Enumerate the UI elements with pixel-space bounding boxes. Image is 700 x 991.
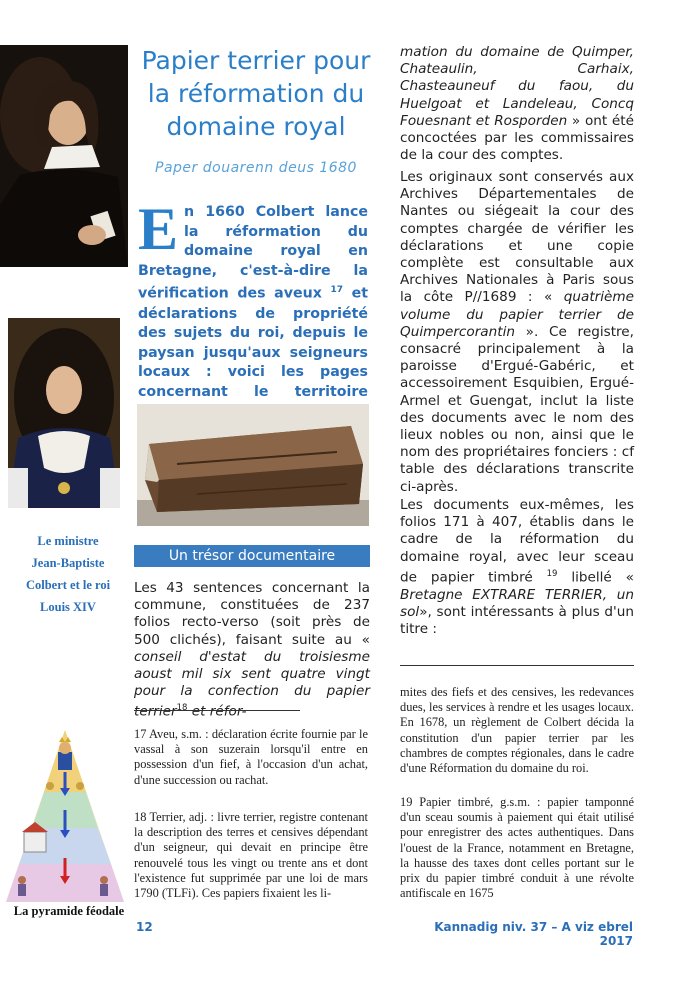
portrait-caption: [8, 530, 128, 618]
footnote-17: 17 Aveu, s.m. : déclaration écrite fournie par le vassal à son suzerain lorsqu'il entre en possession d'un fief, à l'occasion d'un achat, d'une succession ou rachat.: [134, 727, 368, 787]
body-quote: et réfor-: [187, 703, 247, 720]
body-text: Les 43 sentences concernant la commune, constituées de 237 folios recto-verso (soit près de 500 clichés), faisant suite au «: [134, 580, 370, 648]
page-number: 12: [136, 920, 153, 934]
colbert-portrait: [0, 45, 128, 267]
feudal-pyramid-illustration: [4, 728, 126, 904]
body-quote: conseil d'estat du troisiesme aoust mil six sent quatre vingt pour la confection du papier terrier: [134, 648, 370, 720]
body-text: ». Ce registre, consacré principalement à la paroisse d'Ergué-Gabéric, et accessoirement Esquibien, Ergué-Armel et Guengat, inclut la liste des documents avec le nom des lieux nobles ou non, ainsi que le nom des propriétaires fonciers : cf table des déclarations transcrite ci-après.: [400, 323, 634, 495]
portrait-caption-line: Louis XIV: [40, 600, 96, 614]
body-text: Les documents eux-mêmes, les folios 171 à 407, établis dans le cadre de la réformation du domaine royal, avec leur sceau de papier timbré: [400, 497, 634, 586]
body-paragraph: [134, 580, 370, 721]
portrait-caption-line: Colbert et le roi: [25, 578, 111, 592]
footnote-19: 19 Papier timbré, g.s.m. : papier tamponné d'un sceau soumis à paiement qui était utilisé pour enregistrer des actes authentiques. Dans l'ouest de la France, notamment en Bretagne, la hausse des taxes dont celles portant sur le prix du papier timbré conduit à une révolte antifiscale en 1675: [400, 795, 634, 901]
article-subtitle: Paper douarenn deus 1680: [155, 160, 357, 176]
body-text: » ont été concoctées par les commissaires de la cour des comptes.: [400, 112, 634, 164]
louis-xiv-portrait: [8, 318, 120, 508]
drop-cap: E: [138, 196, 179, 262]
section-heading: Un trésor documentaire: [168, 548, 336, 564]
article-title: Papier terrier pour la réformation du domaine royal: [141, 46, 371, 141]
body-quote: Bretagne EXTRARE TERRIER, un sol: [400, 586, 634, 620]
footnote-18-continued: mites des fiefs et des censives, les redevances dues, les services à rendre et les usages locaux. En 1678, un règlement de Colbert décida la constitution d'un papier terrier par les chambres de comptes régionales, dans le cadre d'une Réformation du domaine du roi.: [400, 685, 634, 776]
body-paragraph: [400, 169, 634, 496]
footnote-divider: [400, 665, 634, 666]
body-text: libellé «: [557, 569, 634, 586]
portrait-caption-line: Le ministre: [37, 534, 99, 548]
body-paragraph: [400, 44, 634, 164]
intro-text: et déclarations de propriété des sujets du roi, depuis le paysan jusqu'aux seigneurs locaux : voici les pages concernant le territoire: [138, 286, 368, 401]
intro-text: n 1660 Colbert lance la réformation du domaine royal en Bretagne, c'est-à-dire la vérification des aveux: [138, 204, 368, 303]
body-quote: mation du domaine de Quimper, Chateaulin, Carhaix, Chasteauneuf du faou, du Huelgoat et Landeleau, Concq Fouesnant et Rosporden: [400, 44, 634, 129]
body-quote: quatrième volume du papier terrier de Quimpercorantin: [400, 289, 634, 340]
footnote-18: 18 Terrier, adj. : livre terrier, registre contenant la description des terres et censives dépendant d'un seigneur, qui devait en principe être renouvelé tous les vingt ou trente ans et dont l'existence fut supprimée par une loi de mars 1790 (TLFi). Ces papiers fixaient les li-: [134, 810, 368, 901]
body-text: », sont intéressants à plus d'un titre :: [400, 603, 634, 637]
footnote-ref: 17: [330, 285, 343, 296]
footnote-ref: 19: [546, 568, 558, 579]
intro-paragraph: [138, 196, 368, 422]
pyramid-caption: La pyramide féodale: [13, 904, 125, 918]
footnote-ref: 18: [176, 703, 188, 714]
portrait-caption-line: Jean-Baptiste: [31, 556, 105, 570]
body-paragraph: [400, 497, 634, 638]
book-photo: [137, 404, 369, 526]
footnote-divider: [134, 710, 300, 711]
footer-issue: Kannadig niv. 37 – A viz ebrel 2017: [434, 920, 633, 948]
body-text: Les originaux sont conservés aux Archives Départementales de Nantes ou siégeait la cour des comptes chargée de vérifier les déclarations et une copie complète est consultable aux Archives Nationales à Paris sous la côte P//1689 : «: [400, 169, 634, 306]
